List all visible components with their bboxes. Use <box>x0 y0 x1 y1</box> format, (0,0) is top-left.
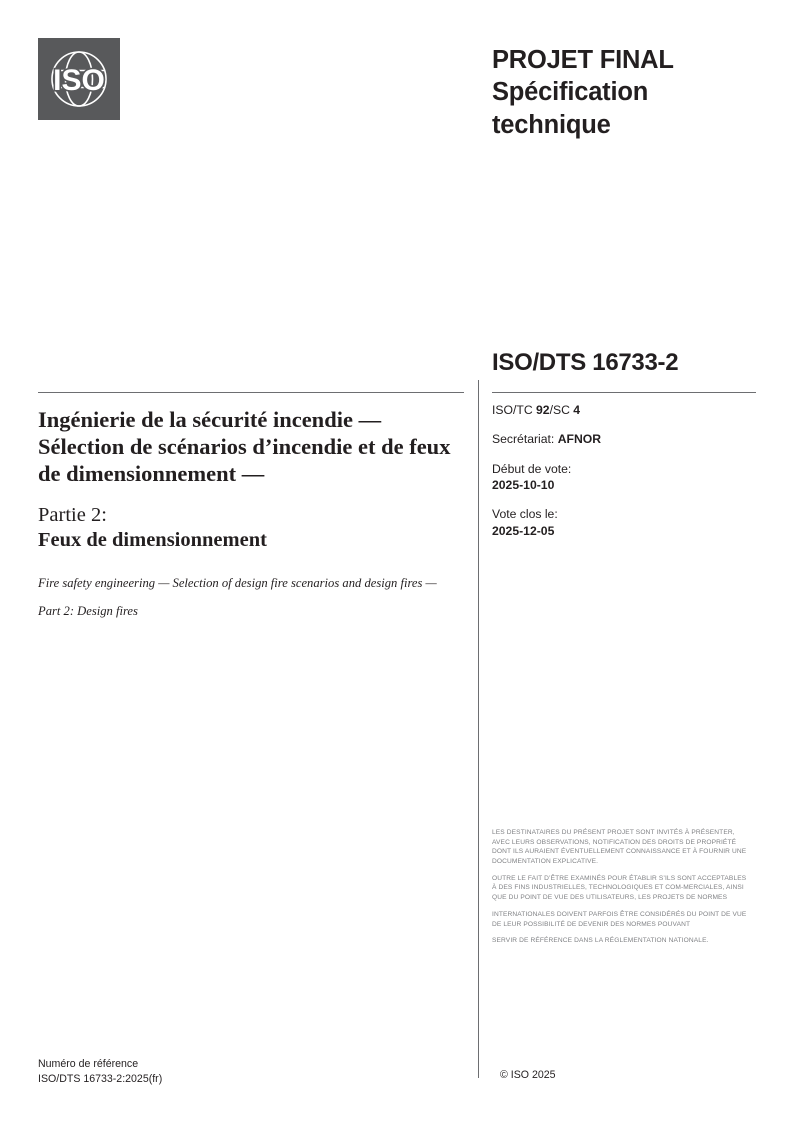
metadata-committee <box>492 402 772 418</box>
metadata-vote-end <box>492 506 772 539</box>
document-stage-line-3: technique <box>492 110 611 139</box>
committee-tc-number: 92 <box>536 403 550 417</box>
committee-sc-number: 4 <box>573 403 581 417</box>
metadata-vote-begin <box>492 461 772 494</box>
disclaimer-paragraph-2: OUTRE LE FAIT D’ÊTRE EXAMINÉS POUR ÉTABLIR S’ILS SONT ACCEPTABLES À DES FINS INDUSTRIELLES, TECHNOLOGIQUES ET COM-MERCIALES, AINSI QUE DU POINT DE VUE DES UTILISATEURS, LES PROJETS DE NORMES <box>492 874 747 902</box>
committee-mid: /SC <box>549 403 574 417</box>
iso-logo <box>38 38 120 120</box>
document-number: ISO/DTS 16733-2 <box>492 349 679 376</box>
vote-begin-value: 2025-10-10 <box>492 478 555 493</box>
disclaimer-paragraph-4: SERVIR DE RÉFÉRENCE DANS LA RÉGLEMENTATION NATIONALE. <box>492 937 709 945</box>
footer-reference-value: ISO/DTS 16733-2:2025(fr) <box>38 1072 163 1085</box>
secretariat-value: AFNOR <box>557 432 602 447</box>
vote-end-value: 2025-12-05 <box>492 523 555 538</box>
vote-begin-label: Début de vote: <box>492 461 572 476</box>
title-part-name-fr: Feux de dimensionnement <box>38 528 267 551</box>
footer-reference <box>38 1057 162 1086</box>
metadata-secretariat <box>492 431 772 447</box>
committee-prefix: ISO/TC <box>492 403 537 417</box>
document-stage-line-1: PROJET FINAL <box>492 46 674 74</box>
title-part-en: Part 2: Design fires <box>38 603 138 618</box>
title-main-en: Fire safety engineering — Selection of design fire scenarios and design fires — <box>38 575 437 590</box>
divider-rule-vertical <box>478 380 479 1078</box>
divider-rule-left <box>38 392 464 393</box>
svg-text:ISO: ISO <box>53 64 105 97</box>
document-stage-line-2: Spécification <box>492 78 649 107</box>
document-stage-header <box>492 44 772 141</box>
secretariat-label: Secrétariat: <box>492 432 558 447</box>
divider-rule-right <box>492 392 756 393</box>
disclaimer-paragraph-1: LES DESTINATAIRES DU PRÉSENT PROJET SONT INVITÉS À PRÉSENTER, AVEC LEURS OBSERVATIONS, NOTIFICATION DES DROITS DE PROPRIÉTÉ DONT ILS AURAIENT ÉVENTUELLEMENT CONNAISSANCE ET À FOURNIR UNE DOCUMENTATION EXPLICATIVE. <box>492 829 747 866</box>
metadata-block <box>492 402 772 539</box>
title-part-label-fr: Partie 2: <box>38 503 107 526</box>
title-main-fr: Ingénierie de la sécurité incendie — Sélection de scénarios d’incendie et de feux de dimensionnement — <box>38 407 451 487</box>
footer-reference-label: Numéro de référence <box>38 1058 139 1070</box>
disclaimer-paragraph-3: INTERNATIONALES DOIVENT PARFOIS ÊTRE CONSIDÉRÉS DU POINT DE VUE DE LEUR POSSIBILITÉ DE DEVENIR DES NORMES POUVANT <box>492 910 747 928</box>
footer-copyright: © ISO 2025 <box>500 1069 556 1081</box>
vote-end-label: Vote clos le: <box>492 507 558 522</box>
disclaimer-block <box>492 828 748 946</box>
title-block <box>38 406 458 619</box>
